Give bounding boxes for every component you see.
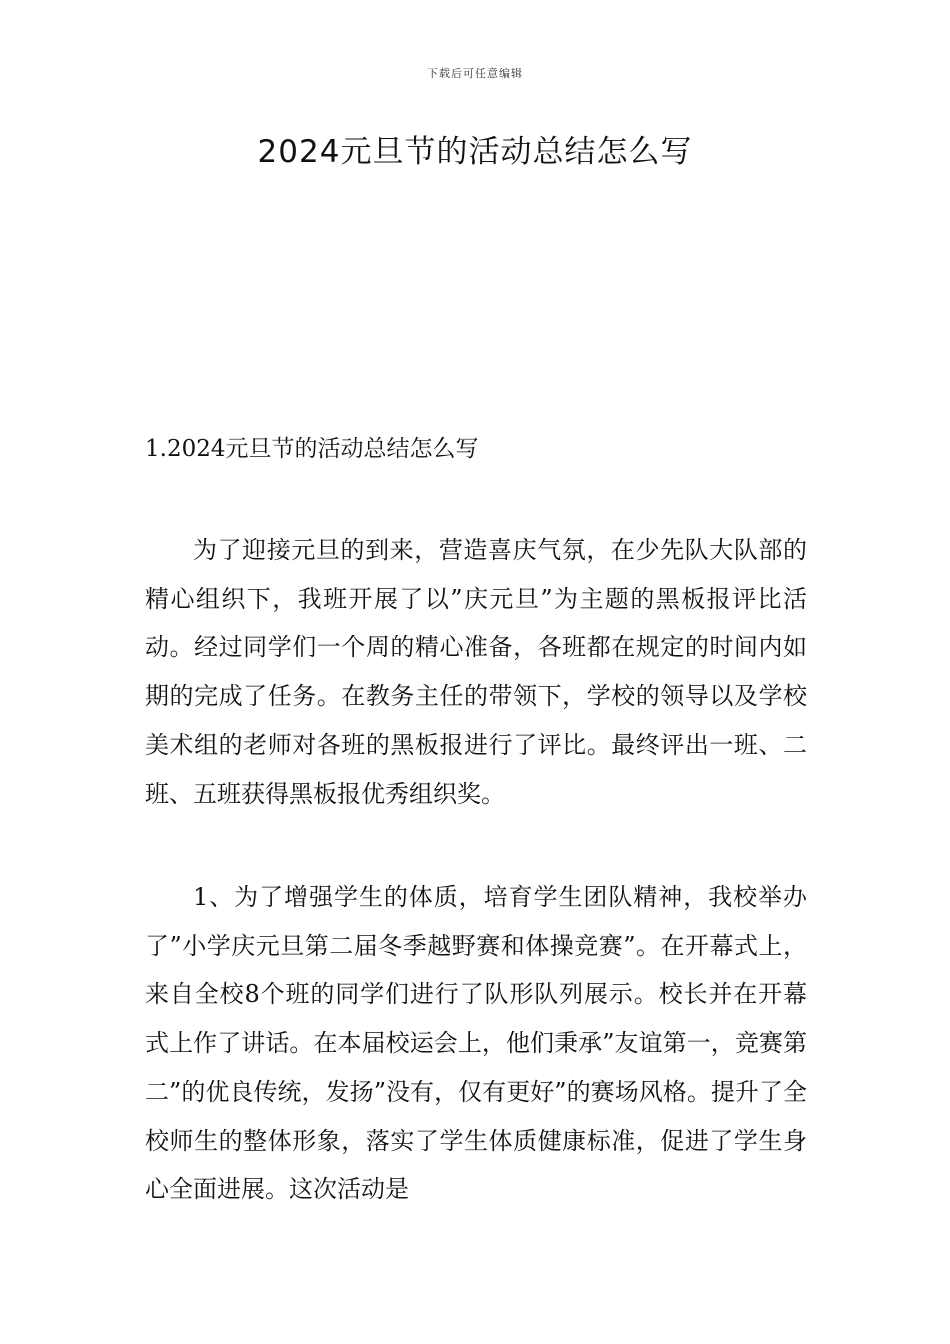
document-title: 2024元旦节的活动总结怎么写 <box>257 134 693 170</box>
paragraph-item-1: 1、为了增强学生的体质，培育学生团队精神，我校举办了”小学庆元旦第二届冬季越野赛和体操竞赛”。在开幕式上，来自全校8个班的同学们进行了队形队列展示。校长并在开幕式上作了讲话。在本届校运会上，他们秉承”友谊第一，竞赛第二”的优良传统，发扬”没有，仅有更好”的赛场风格。提升了全校师生的整体形象，落实了学生体质健康标准，促进了学生身心全面进展。这次活动是 <box>145 883 807 1204</box>
section-heading: 1.2024元旦节的活动总结怎么写 <box>145 436 479 462</box>
header-note: 下载后可任意编辑 <box>427 67 523 80</box>
paragraph-intro: 为了迎接元旦的到来，营造喜庆气氛，在少先队大队部的精心组织下，我班开展了以”庆元旦”为主题的黑板报评比活动。经过同学们一个周的精心准备，各班都在规定的时间内如期的完成了任务。在教务主任的带领下，学校的领导以及学校美术组的老师对各班的黑板报进行了评比。最终评出一班、二班、五班获得黑板报优秀组织奖。 <box>145 536 807 808</box>
